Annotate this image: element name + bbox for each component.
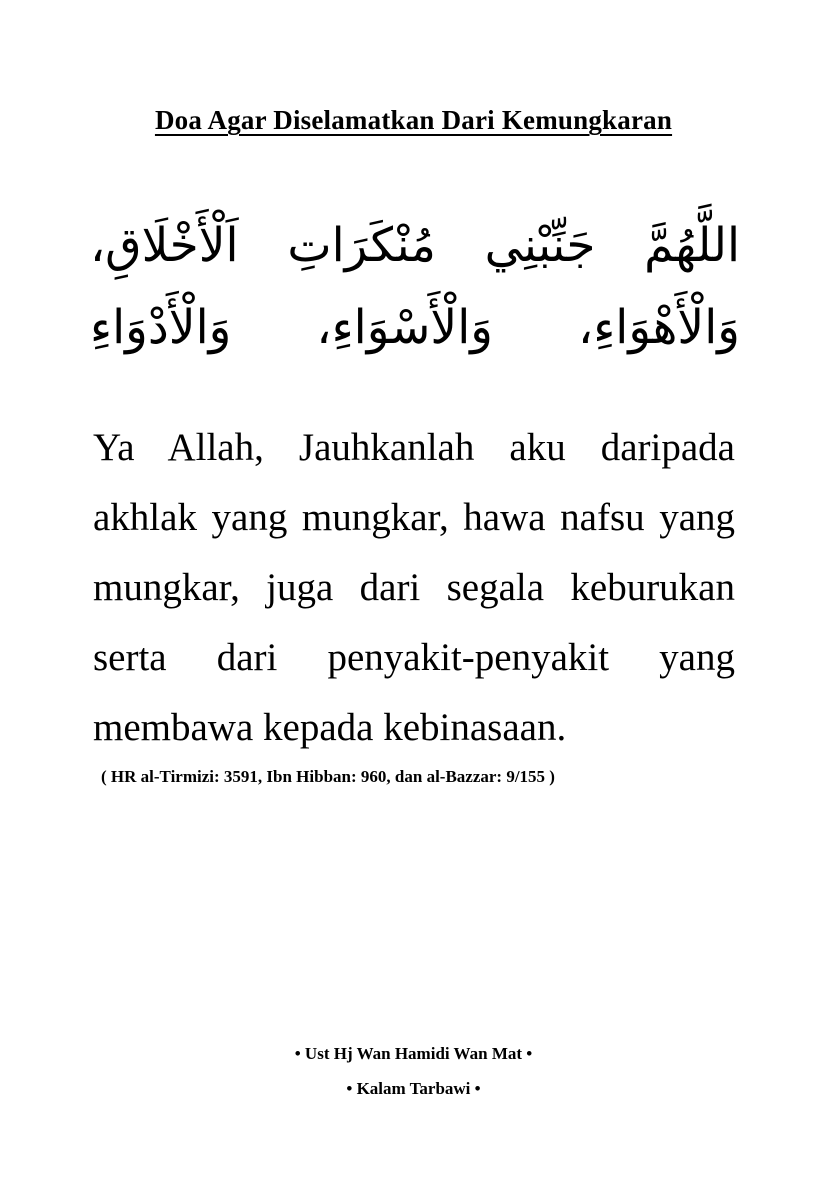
translation-line-4: serta dari penyakit-penyakit yang <box>93 636 735 679</box>
translation-paragraph <box>93 413 735 763</box>
arabic-line-2: وَالْأَهْوَاءِ، وَالْأَسْوَاءِ، وَالْأَدْوَاءِ <box>90 300 740 355</box>
arabic-line-1: اللَّهُمَّ جَنِّبْنِي مُنْكَرَاتِ اَلْأَخْلَاقِ، <box>90 218 740 273</box>
publisher-credit: • Kalam Tarbawi • <box>346 1079 481 1098</box>
document-title: Doa Agar Diselamatkan Dari Kemungkaran <box>154 105 673 135</box>
arabic-prayer <box>90 205 740 369</box>
translation-line-3: mungkar, juga dari segala keburukan <box>93 566 735 609</box>
translation-line-5: membawa kepada kebinasaan. <box>93 706 567 749</box>
translation-line-1: Ya Allah, Jauhkanlah aku daripada <box>93 426 735 469</box>
author-credit: • Ust Hj Wan Hamidi Wan Mat • <box>294 1044 533 1063</box>
translation-line-2: akhlak yang mungkar, hawa nafsu yang <box>93 496 735 539</box>
hadith-reference: ( HR al-Tirmizi: 3591, Ibn Hibban: 960, dan al-Bazzar: 9/155 ) <box>101 767 555 786</box>
